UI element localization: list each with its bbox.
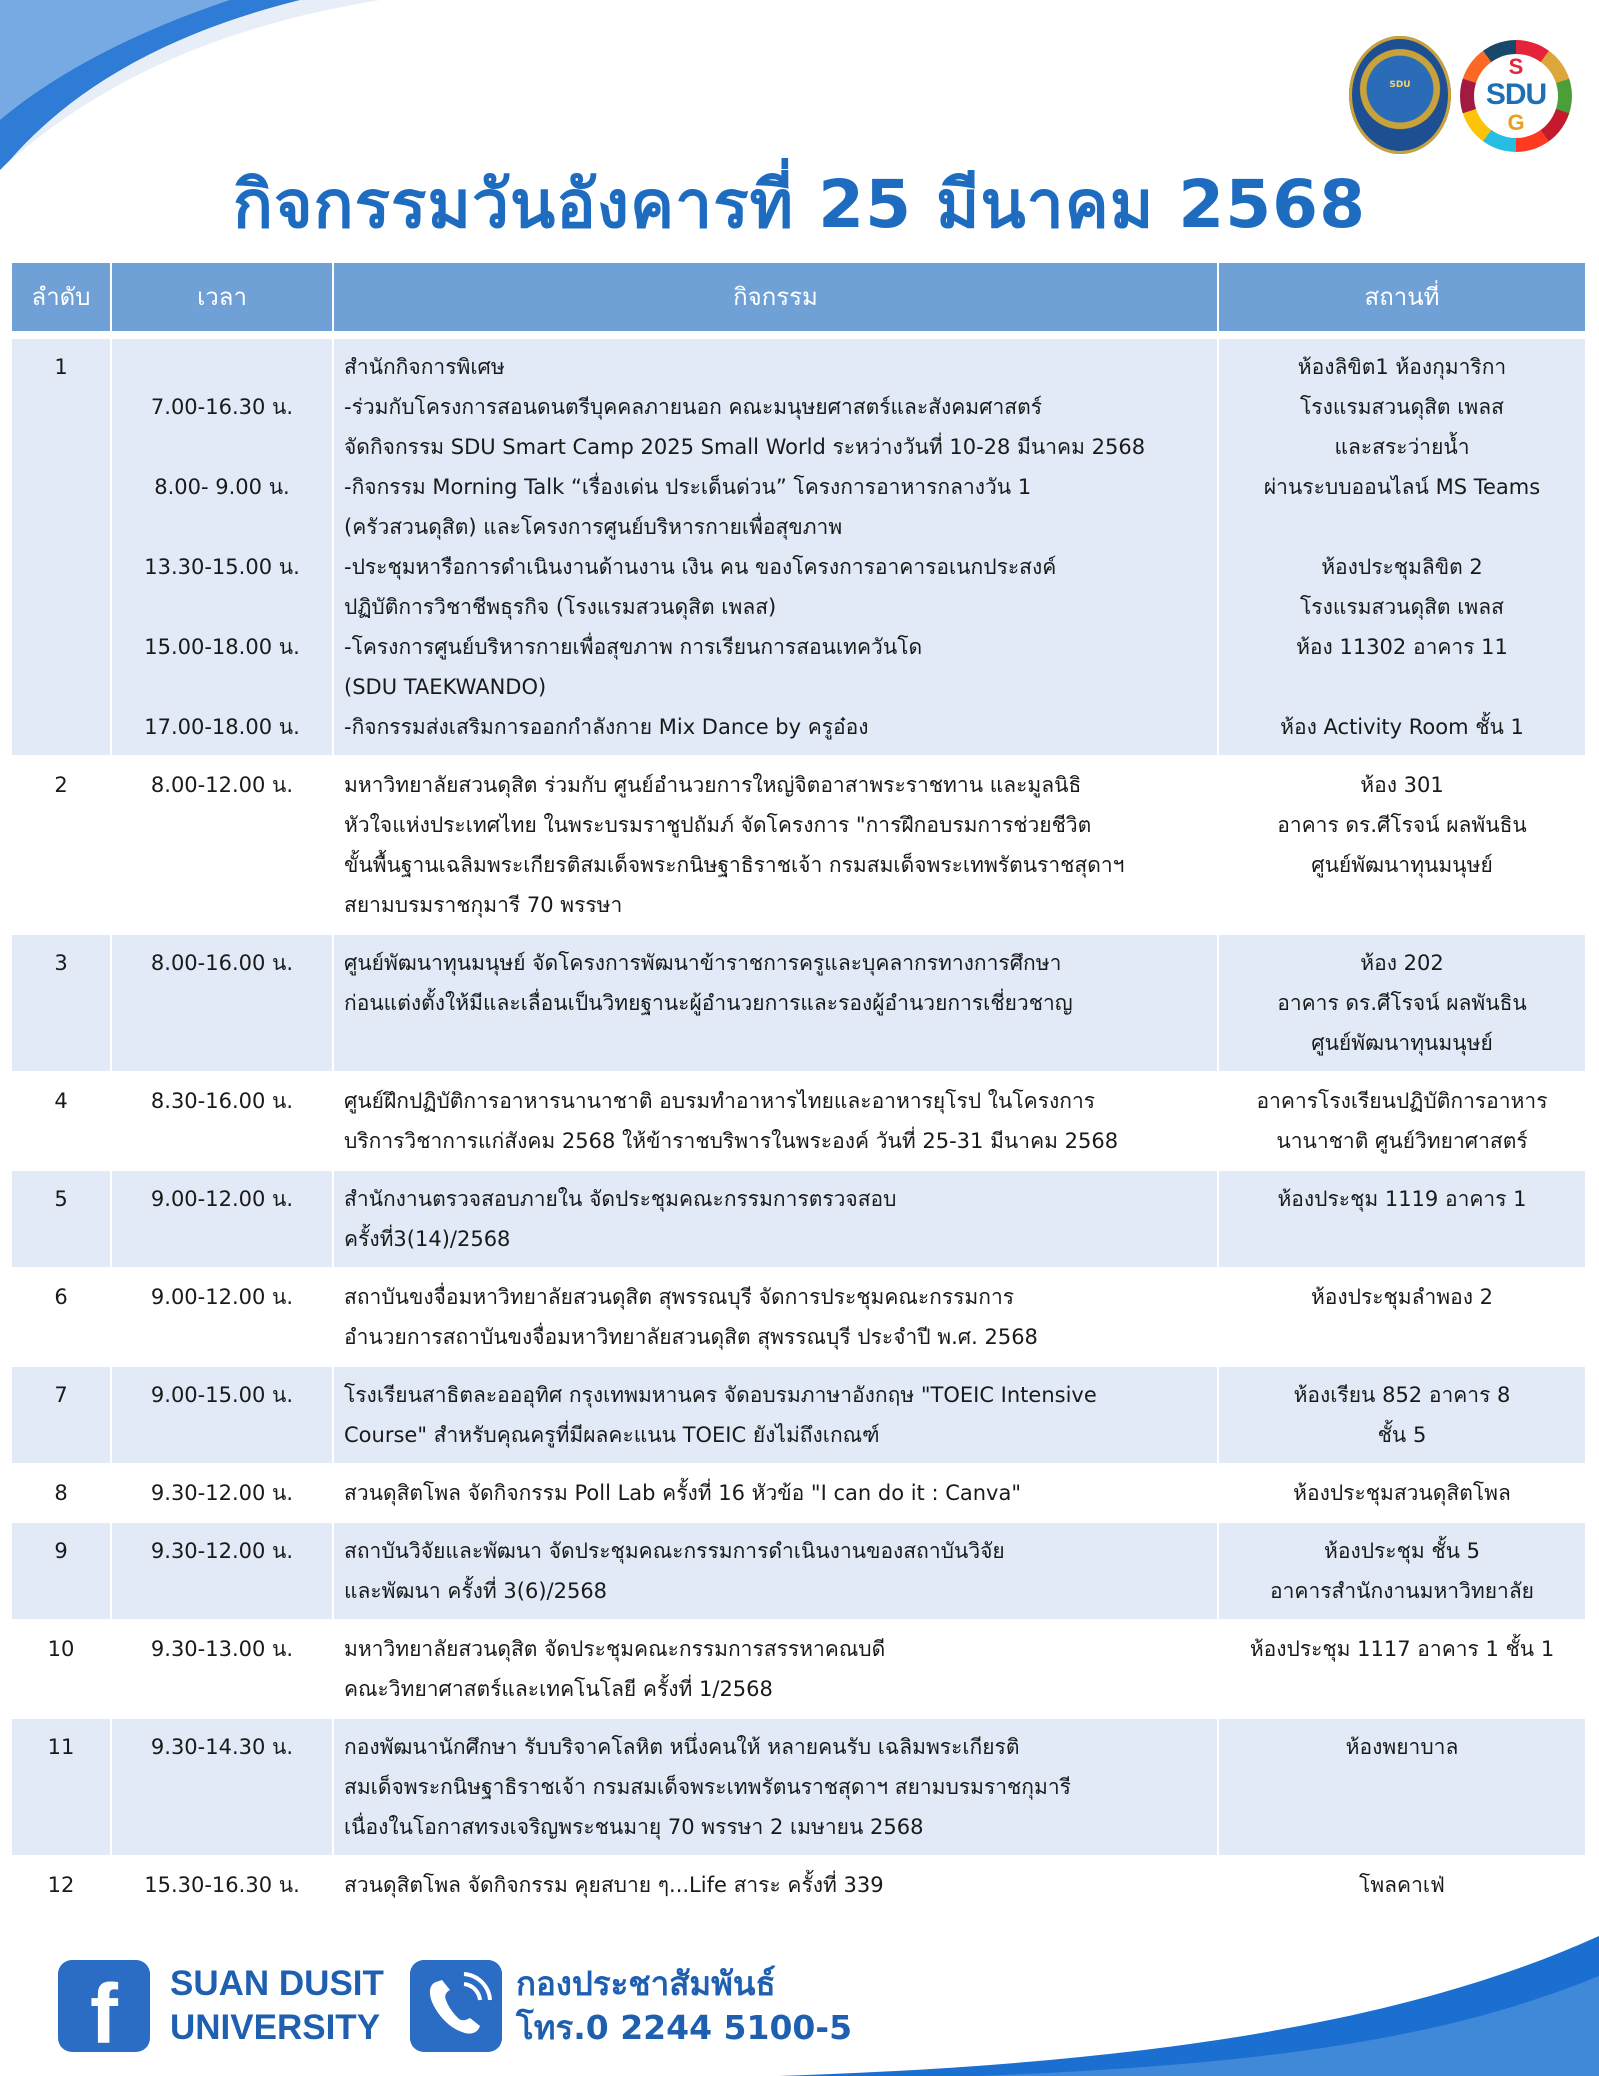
activity-line: สยามบรมราชกุมารี 70 พรรษา [344, 893, 623, 917]
activity-line: และพัฒนา ครั้งที่ 3(6)/2568 [344, 1579, 608, 1603]
footer-pr-name: กองประชาสัมพันธ์ [516, 1964, 776, 2003]
row-activity [334, 1367, 1219, 1465]
activity-line: สถาบันวิจัยและพัฒนา จัดประชุมคณะกรรมการดำเนินงานของสถาบันวิจัย [344, 1539, 1005, 1563]
row-number-text: 5 [54, 1187, 68, 1211]
place-line: นานาชาติ ศูนย์วิทยาศาสตร์ [1276, 1129, 1528, 1153]
row-number [12, 1367, 112, 1465]
row-number-text: 4 [54, 1089, 68, 1113]
time-line [122, 347, 322, 387]
row-number-text: 1 [54, 355, 68, 379]
place-line: ห้อง 301 [1360, 773, 1444, 797]
place-line: โรงแรมสวนดุสิต เพลส [1300, 595, 1504, 619]
place-line: ชั้น 5 [1377, 1423, 1427, 1447]
activity-line: ขั้นพื้นฐานเฉลิมพระเกียรติสมเด็จพระกนิษฐาธิราชเจ้า กรมสมเด็จพระเทพรัตนราชสุดาฯ [344, 853, 1125, 877]
activity-line: มหาวิทยาลัยสวนดุสิต ร่วมกับ ศูนย์อำนวยการใหญ่จิตอาสาพระราชทาน และมูลนิธิ [344, 773, 1082, 797]
phone-icon[interactable] [410, 1960, 502, 2052]
place-line: อาคาร ดร.ศีโรจน์ ผลพันธิน [1277, 991, 1527, 1015]
place-line: ห้องเรียน 852 อาคาร 8 [1293, 1383, 1511, 1407]
time-line: 8.00-12.00 น. [150, 773, 294, 797]
place-line [1229, 667, 1575, 707]
place-line: ห้อง Activity Room ชั้น 1 [1280, 715, 1524, 739]
row-place [1219, 1719, 1587, 1857]
sdg-logo-text [1474, 54, 1558, 138]
row-activity [334, 1719, 1219, 1857]
row-number-text: 8 [54, 1481, 68, 1505]
footer-pr-phone: โทร.0 2244 5100-5 [516, 2008, 853, 2047]
activity-line: มหาวิทยาลัยสวนดุสิต จัดประชุมคณะกรรมการสรรหาคณบดี [344, 1637, 886, 1661]
row-number [12, 339, 112, 757]
footer-pr [516, 1962, 852, 2050]
row-activity [334, 339, 1219, 757]
row-number [12, 1621, 112, 1719]
table-row [12, 1269, 1587, 1367]
row-number [12, 1073, 112, 1171]
sdg-logo-s: S [1508, 54, 1524, 79]
row-number-text: 11 [47, 1735, 75, 1759]
activity-line: โรงเรียนสาธิตละอออุทิศ กรุงเทพมหานคร จัดอบรมภาษาอังกฤษ "TOEIC Intensive [344, 1383, 1097, 1407]
row-place [1219, 1367, 1587, 1465]
row-number [12, 1465, 112, 1523]
row-number-text: 2 [54, 773, 68, 797]
schedule-body [12, 339, 1587, 1915]
activity-line: เนื่องในโอกาสทรงเจริญพระชนมายุ 70 พรรษา 2 เมษายน 2568 [344, 1815, 924, 1839]
place-line: อาคาร ดร.ศีโรจน์ ผลพันธิน [1277, 813, 1527, 837]
row-time [112, 1465, 334, 1523]
time-line: 15.30-16.30 น. [144, 1873, 300, 1897]
time-line: 9.30-14.30 น. [150, 1735, 294, 1759]
row-place [1219, 757, 1587, 935]
place-line: ห้องพยาบาล [1345, 1735, 1459, 1759]
activity-line: สวนดุสิตโพล จัดกิจกรรม Poll Lab ครั้งที่ 16 หัวข้อ "I can do it : Canva" [344, 1481, 1022, 1505]
row-time [112, 1523, 334, 1621]
row-activity [334, 1073, 1219, 1171]
time-line: 8.00-16.00 น. [150, 951, 294, 975]
table-row [12, 1857, 1587, 1915]
activity-line: -ร่วมกับโครงการสอนดนตรีบุคคลภายนอก คณะมนุษยศาสตร์และสังคมศาสตร์ [344, 395, 1042, 419]
place-line: ห้อง 202 [1360, 951, 1444, 975]
activity-line: คณะวิทยาศาสตร์และเทคโนโลยี ครั้งที่ 1/2568 [344, 1677, 773, 1701]
table-row [12, 1523, 1587, 1621]
activity-line: สำนักงานตรวจสอบภายใน จัดประชุมคณะกรรมการตรวจสอบ [344, 1187, 897, 1211]
time-line: 9.30-13.00 น. [150, 1637, 294, 1661]
activity-line: ครั้งที่3(14)/2568 [344, 1227, 511, 1251]
suan-dusit-university-logo [1349, 36, 1451, 154]
time-line: 9.30-12.00 น. [150, 1481, 294, 1505]
row-place [1219, 1621, 1587, 1719]
time-line: 15.00-18.00 น. [144, 635, 300, 659]
corner-decoration-bottom-right [779, 1936, 1599, 2076]
time-line: 9.00-15.00 น. [150, 1383, 294, 1407]
table-header-row [12, 263, 1587, 339]
corner-decoration-top-left [0, 0, 380, 170]
row-place [1219, 1465, 1587, 1523]
row-activity [334, 1465, 1219, 1523]
table-row [12, 1367, 1587, 1465]
row-place [1219, 1269, 1587, 1367]
row-time [112, 339, 334, 757]
time-line: 17.00-18.00 น. [144, 715, 300, 739]
activity-line: -ประชุมหารือการดำเนินงานด้านงาน เงิน คน ของโครงการอาคารอเนกประสงค์ [344, 555, 1057, 579]
place-line: ศูนย์พัฒนาทุนมนุษย์ [1311, 1031, 1493, 1055]
table-row [12, 1171, 1587, 1269]
page-title: กิจกรรมวันอังคารที่ 25 มีนาคม 2568 [232, 166, 1367, 243]
table-row [12, 1073, 1587, 1171]
place-line: ห้องประชุม ชั้น 5 [1323, 1539, 1480, 1563]
activity-line: บริการวิชาการแก่สังคม 2568 ให้ข้าราชบริพารในพระองค์ วันที่ 25-31 มีนาคม 2568 [344, 1129, 1119, 1153]
place-line: ห้องลิขิต1 ห้องกุมาริกา [1297, 355, 1507, 379]
row-place [1219, 1171, 1587, 1269]
row-time [112, 1621, 334, 1719]
row-number-text: 9 [54, 1539, 68, 1563]
activity-line: สำนักกิจการพิเศษ [344, 355, 505, 379]
time-line: 9.30-12.00 น. [150, 1539, 294, 1563]
table-row [12, 1719, 1587, 1857]
row-activity [334, 757, 1219, 935]
place-line: โพลคาเฟ่ [1359, 1873, 1445, 1897]
facebook-icon-letter: f [90, 1967, 118, 2061]
time-line: 8.00- 9.00 น. [154, 475, 290, 499]
row-time [112, 1073, 334, 1171]
schedule-table [12, 263, 1587, 1915]
place-line: โรงแรมสวนดุสิต เพลส [1300, 395, 1504, 419]
header-activity: กิจกรรม [334, 263, 1219, 339]
place-line: ห้อง 11302 อาคาร 11 [1296, 635, 1508, 659]
row-activity [334, 1171, 1219, 1269]
row-number-text: 3 [54, 951, 68, 975]
suan-dusit-logo-text: SDU [1389, 80, 1411, 90]
row-time [112, 935, 334, 1073]
row-number [12, 1857, 112, 1915]
row-number [12, 1523, 112, 1621]
activity-line: จัดกิจกรรม SDU Smart Camp 2025 Small World ระหว่างวันที่ 10-28 มีนาคม 2568 [344, 435, 1146, 459]
time-line: 8.30-16.00 น. [150, 1089, 294, 1113]
row-place [1219, 339, 1587, 757]
place-line [1229, 507, 1575, 547]
row-place [1219, 1857, 1587, 1915]
row-time [112, 1719, 334, 1857]
header-no: ลำดับ [12, 263, 112, 339]
footer-brand-line2: UNIVERSITY [170, 2008, 381, 2047]
activity-line: ก่อนแต่งตั้งให้มีและเลื่อนเป็นวิทยฐานะผู้อำนวยการและรองผู้อำนวยการเชี่ยวชาญ [344, 991, 1073, 1015]
place-line: ห้องประชุมลิขิต 2 [1321, 555, 1483, 579]
activity-line: (SDU TAEKWANDO) [344, 675, 547, 699]
place-line: ห้องประชุม 1117 อาคาร 1 ชั้น 1 [1249, 1637, 1555, 1661]
activity-line: (ครัวสวนดุสิต) และโครงการศูนย์บริหารกายเพื่อสุขภาพ [344, 515, 843, 539]
activity-line: -กิจกรรมส่งเสริมการออกกำลังกาย Mix Dance by ครูอ๋อง [344, 715, 869, 739]
activity-line: กองพัฒนานักศึกษา รับบริจาคโลหิต หนึ่งคนให้ หลายคนรับ เฉลิมพระเกียรติ [344, 1735, 1020, 1759]
row-number [12, 757, 112, 935]
time-line [122, 587, 322, 627]
row-number-text: 7 [54, 1383, 68, 1407]
header-time: เวลา [112, 263, 334, 339]
activity-line: หัวใจแห่งประเทศไทย ในพระบรมราชูปถัมภ์ จัดโครงการ "การฝึกอบรมการช่วยชีวิต [344, 813, 1092, 837]
activity-line: ปฏิบัติการวิชาชีพธุรกิจ (โรงแรมสวนดุสิต เพลส) [344, 595, 777, 619]
row-activity [334, 1621, 1219, 1719]
row-time [112, 1171, 334, 1269]
activity-line: สถาบันขงจื่อมหาวิทยาลัยสวนดุสิต สุพรรณบุรี จัดการประชุมคณะกรรมการ [344, 1285, 1015, 1309]
row-time [112, 1367, 334, 1465]
time-line: 13.30-15.00 น. [144, 555, 300, 579]
row-number-text: 12 [47, 1873, 75, 1897]
time-line [122, 507, 322, 547]
row-time [112, 1857, 334, 1915]
activity-line: Course" สำหรับคุณครูที่มีผลคะแนน TOEIC ยังไม่ถึงเกณฑ์ [344, 1423, 880, 1447]
place-line: ศูนย์พัฒนาทุนมนุษย์ [1311, 853, 1493, 877]
row-number [12, 1719, 112, 1857]
row-number [12, 1269, 112, 1367]
row-activity [334, 1857, 1219, 1915]
row-number-text: 10 [47, 1637, 75, 1661]
activity-line: -กิจกรรม Morning Talk “เรื่องเด่น ประเด็นด่วน” โครงการอาหารกลางวัน 1 [344, 475, 1032, 499]
time-line [122, 667, 322, 707]
activity-line: อำนวยการสถาบันขงจื่อมหาวิทยาลัยสวนดุสิต สุพรรณบุรี ประจำปี พ.ศ. 2568 [344, 1325, 1038, 1349]
place-line: และสระว่ายน้ำ [1334, 435, 1470, 459]
activity-line: สวนดุสิตโพล จัดกิจกรรม คุยสบาย ๆ...Life สาระ ครั้งที่ 339 [344, 1873, 884, 1897]
place-line: ห้องประชุมสวนดุสิตโพล [1293, 1481, 1511, 1505]
row-place [1219, 935, 1587, 1073]
table-row [12, 1621, 1587, 1719]
row-time [112, 757, 334, 935]
row-number [12, 935, 112, 1073]
activity-line: -โครงการศูนย์บริหารกายเพื่อสุขภาพ การเรียนการสอนเทควันโด [344, 635, 923, 659]
sdg-logo-sdu: SDU [1485, 78, 1547, 111]
place-line: ห้องประชุมลำพอง 2 [1310, 1285, 1494, 1309]
activity-line: สมเด็จพระกนิษฐาธิราชเจ้า กรมสมเด็จพระเทพรัตนราชสุดาฯ สยามบรมราชกุมารี [344, 1775, 1071, 1799]
place-line: ห้องประชุม 1119 อาคาร 1 [1277, 1187, 1527, 1211]
sdg-logo-g: G [1507, 110, 1525, 135]
activity-line: ศูนย์ฝึกปฏิบัติการอาหารนานาชาติ อบรมทำอาหารไทยและอาหารยุโรป ในโครงการ [344, 1089, 1096, 1113]
row-place [1219, 1073, 1587, 1171]
time-line: 9.00-12.00 น. [150, 1285, 294, 1309]
row-place [1219, 1523, 1587, 1621]
row-number [12, 1171, 112, 1269]
time-line: 9.00-12.00 น. [150, 1187, 294, 1211]
table-row [12, 1465, 1587, 1523]
place-line: อาคารโรงเรียนปฏิบัติการอาหาร [1256, 1089, 1548, 1113]
table-row [12, 935, 1587, 1073]
footer-brand [170, 1962, 384, 2050]
row-activity [334, 935, 1219, 1073]
row-activity [334, 1269, 1219, 1367]
footer-brand-line1: SUAN DUSIT [170, 1964, 384, 2003]
row-number-text: 6 [54, 1285, 68, 1309]
header-place: สถานที่ [1219, 263, 1587, 339]
place-line: ผ่านระบบออนไลน์ MS Teams [1263, 475, 1541, 499]
time-line: 7.00-16.30 น. [150, 395, 294, 419]
table-row [12, 339, 1587, 757]
table-row [12, 757, 1587, 935]
activity-line: ศูนย์พัฒนาทุนมนุษย์ จัดโครงการพัฒนาข้าราชการครูและบุคลากรทางการศึกษา [344, 951, 1062, 975]
place-line: อาคารสำนักงานมหาวิทยาลัย [1270, 1579, 1534, 1603]
row-time [112, 1269, 334, 1367]
row-activity [334, 1523, 1219, 1621]
time-line [122, 427, 322, 467]
